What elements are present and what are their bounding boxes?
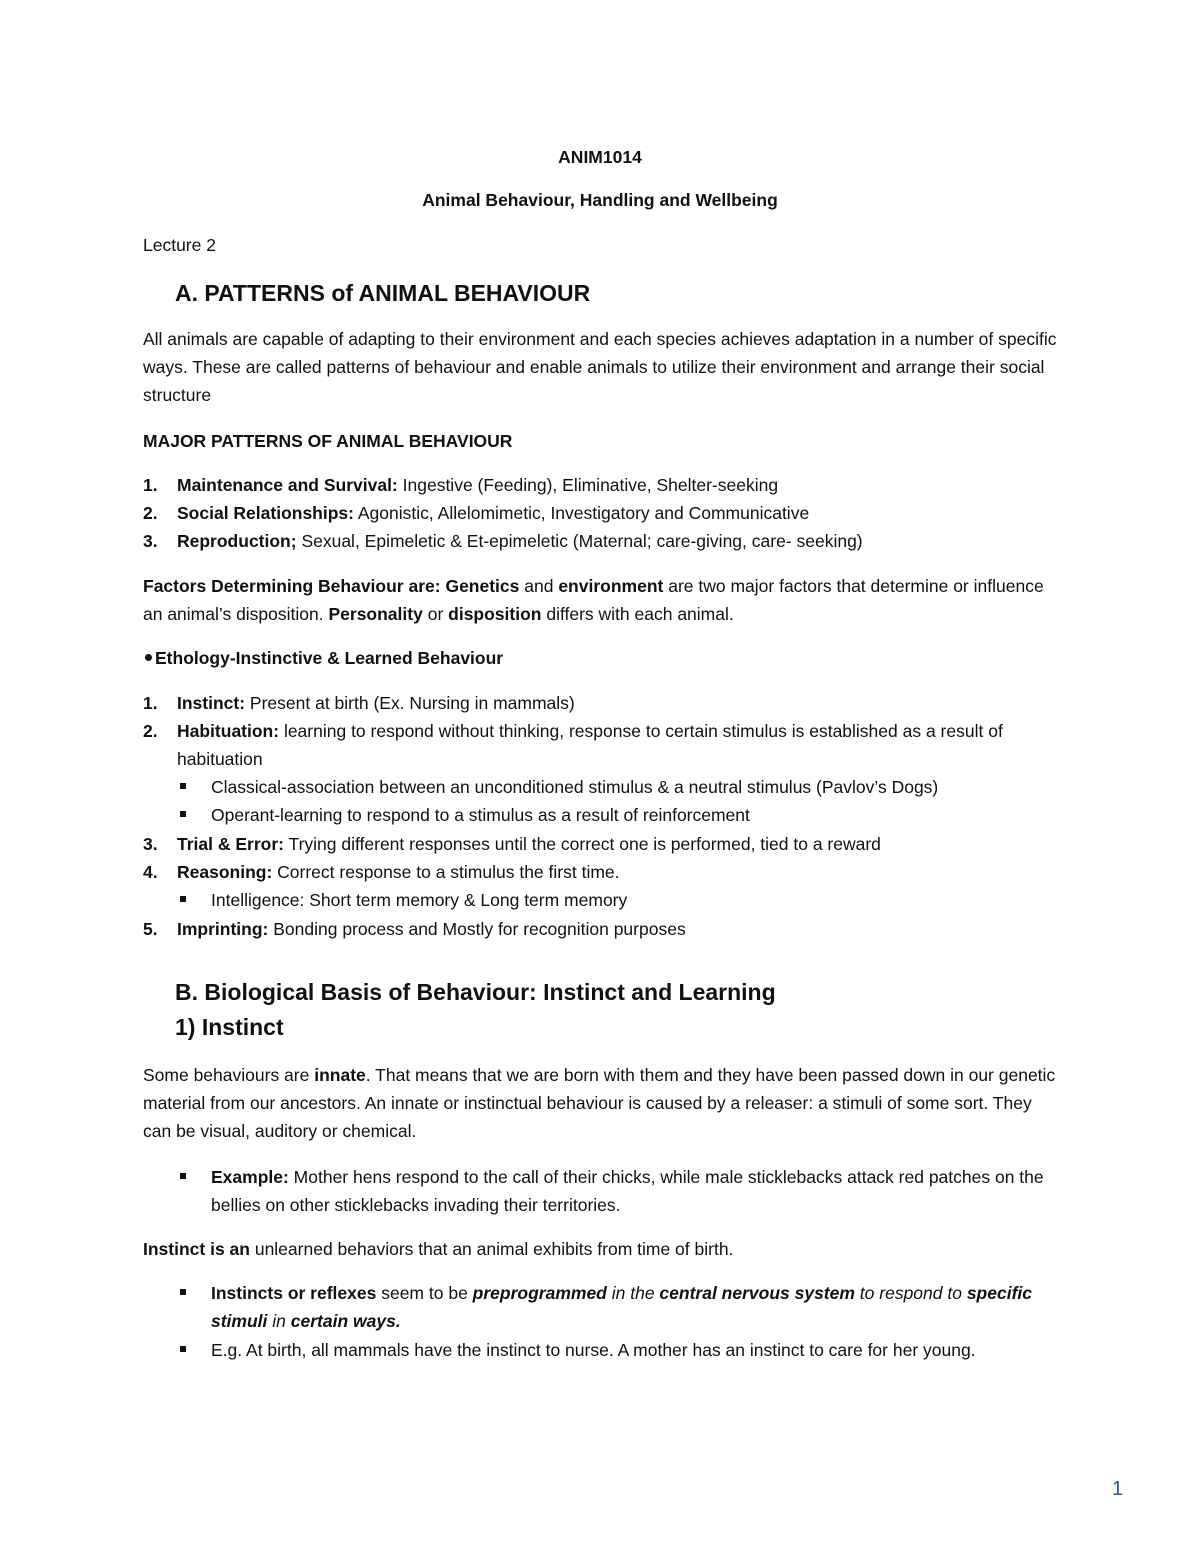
text-run: Mother hens respond to the call of their chicks, while male sticklebacks attack red patches on the bellies on other sticklebacks invading their territories. <box>211 1167 1044 1215</box>
square-bullet-icon <box>180 1289 186 1295</box>
major-patterns-heading: MAJOR PATTERNS OF ANIMAL BEHAVIOUR <box>143 431 513 451</box>
list-number: 5. <box>143 919 158 939</box>
text-run: differs with each animal. <box>541 604 734 624</box>
emphasis-run: preprogrammed <box>472 1283 607 1303</box>
example-label: Example: <box>211 1167 289 1187</box>
factors-label: Factors Determining Behaviour are: <box>143 576 441 596</box>
list-number: 1. <box>143 693 158 713</box>
item-label: Reasoning: <box>177 862 273 882</box>
sub-list-item: Intelligence: Short term memory & Long term memory <box>211 890 628 910</box>
item-text: Bonding process and Mostly for recognition purposes <box>268 919 686 939</box>
list-item <box>177 915 1077 943</box>
item-label: Habituation: <box>177 721 280 741</box>
item-text: Present at birth (Ex. Nursing in mammals) <box>245 693 575 713</box>
list-number: 1. <box>143 475 158 495</box>
text-run: or <box>422 604 449 624</box>
list-item <box>177 689 1077 717</box>
list-item <box>177 527 1077 555</box>
emphasis-run: certain ways. <box>290 1311 401 1331</box>
list-number: 3. <box>143 531 158 551</box>
list-item <box>177 499 1077 527</box>
item-label: Reproduction; <box>177 531 297 551</box>
item-text: learning to respond without thinking, response to certain stimulus is established as a result of habituation <box>177 721 1003 769</box>
item-text: Trying different responses until the correct one is performed, tied to a reward <box>283 834 881 854</box>
item-label: Trial & Error: <box>177 834 284 854</box>
lecture-label: Lecture 2 <box>143 235 216 255</box>
list-item <box>177 830 1077 858</box>
example-item <box>211 1163 1051 1219</box>
list-item <box>177 858 1077 886</box>
text-run: are two major factors that determine or influence an animal’s disposition. <box>143 576 1044 624</box>
square-bullet-icon <box>180 1173 186 1179</box>
instinct-bullet-1 <box>211 1279 1051 1335</box>
text-run: in <box>267 1311 291 1331</box>
factors-paragraph <box>143 572 1063 628</box>
list-number: 3. <box>143 834 158 854</box>
innate-paragraph <box>143 1061 1063 1145</box>
page-number: 1 <box>1112 1478 1124 1500</box>
sub-list-item: Operant-learning to respond to a stimulus as a result of reinforcement <box>211 805 750 825</box>
text-run: unlearned behaviors that an animal exhibits from time of birth. <box>249 1239 734 1259</box>
personality-term: Personality <box>328 604 423 624</box>
text-run: and <box>519 576 559 596</box>
item-label: Imprinting: <box>177 919 269 939</box>
section-a-intro: All animals are capable of adapting to their environment and each species achieves adaptation in a number of specific ways. These are called patterns of behaviour and enable animals to utilize their environment and arrange their social structure <box>143 329 1057 405</box>
instinct-bullet-2: E.g. At birth, all mammals have the instinct to nurse. A mother has an instinct to care for her young. <box>211 1340 976 1360</box>
section-b-heading: B. Biological Basis of Behaviour: Instinct and Learning <box>175 979 776 1005</box>
course-code: ANIM1014 <box>558 147 642 167</box>
environment-term: environment <box>558 576 664 596</box>
item-label: Social Relationships: <box>177 503 354 523</box>
text-run: seem to be <box>376 1283 473 1303</box>
list-number: 4. <box>143 862 158 882</box>
text-run: Some behaviours are <box>143 1065 315 1085</box>
item-label: Instinct: <box>177 693 246 713</box>
text-run: to respond to <box>854 1283 967 1303</box>
emphasis-run: specific stimuli <box>211 1283 1033 1331</box>
list-item <box>177 471 1077 499</box>
square-bullet-icon <box>180 1346 186 1352</box>
innate-term: innate <box>314 1065 366 1085</box>
course-title: Animal Behaviour, Handling and Wellbeing <box>422 190 778 210</box>
instinct-term: Instinct is an <box>143 1239 250 1259</box>
text-run: . That means that we are born with them and they have been passed down in our genetic material from our ancestors. An innate or instinctual behaviour is caused by a releaser: a stimuli of some sort. They can be visual, auditory or chemical. <box>143 1065 1056 1141</box>
emphasis-run: central nervous system <box>659 1283 855 1303</box>
ethology-heading: Ethology-Instinctive & Learned Behaviour <box>155 648 504 668</box>
section-a-heading: A. PATTERNS of ANIMAL BEHAVIOUR <box>175 280 591 306</box>
square-bullet-icon <box>180 896 186 902</box>
instinct-definition <box>143 1235 1063 1263</box>
item-label: Maintenance and Survival: <box>177 475 398 495</box>
list-item <box>177 717 1057 773</box>
item-text: Ingestive (Feeding), Eliminative, Shelter-seeking <box>397 475 779 495</box>
text-run: in the <box>606 1283 660 1303</box>
list-number: 2. <box>143 503 158 523</box>
reflexes-term: Instincts or reflexes <box>211 1283 377 1303</box>
square-bullet-icon <box>180 811 186 817</box>
bullet-icon <box>145 654 152 661</box>
disposition-term: disposition <box>448 604 542 624</box>
sub-list-item: Classical-association between an unconditioned stimulus & a neutral stimulus (Pavlov’s Dogs) <box>211 777 939 797</box>
square-bullet-icon <box>180 783 186 789</box>
list-number: 2. <box>143 721 158 741</box>
item-text: Correct response to a stimulus the first time. <box>272 862 620 882</box>
instinct-subheading: 1) Instinct <box>175 1014 284 1040</box>
item-text: Agonistic, Allelomimetic, Investigatory and Communicative <box>353 503 810 523</box>
item-text: Sexual, Epimeletic & Et-epimeletic (Maternal; care-giving, care- seeking) <box>296 531 863 551</box>
genetics-term: Genetics <box>445 576 520 596</box>
